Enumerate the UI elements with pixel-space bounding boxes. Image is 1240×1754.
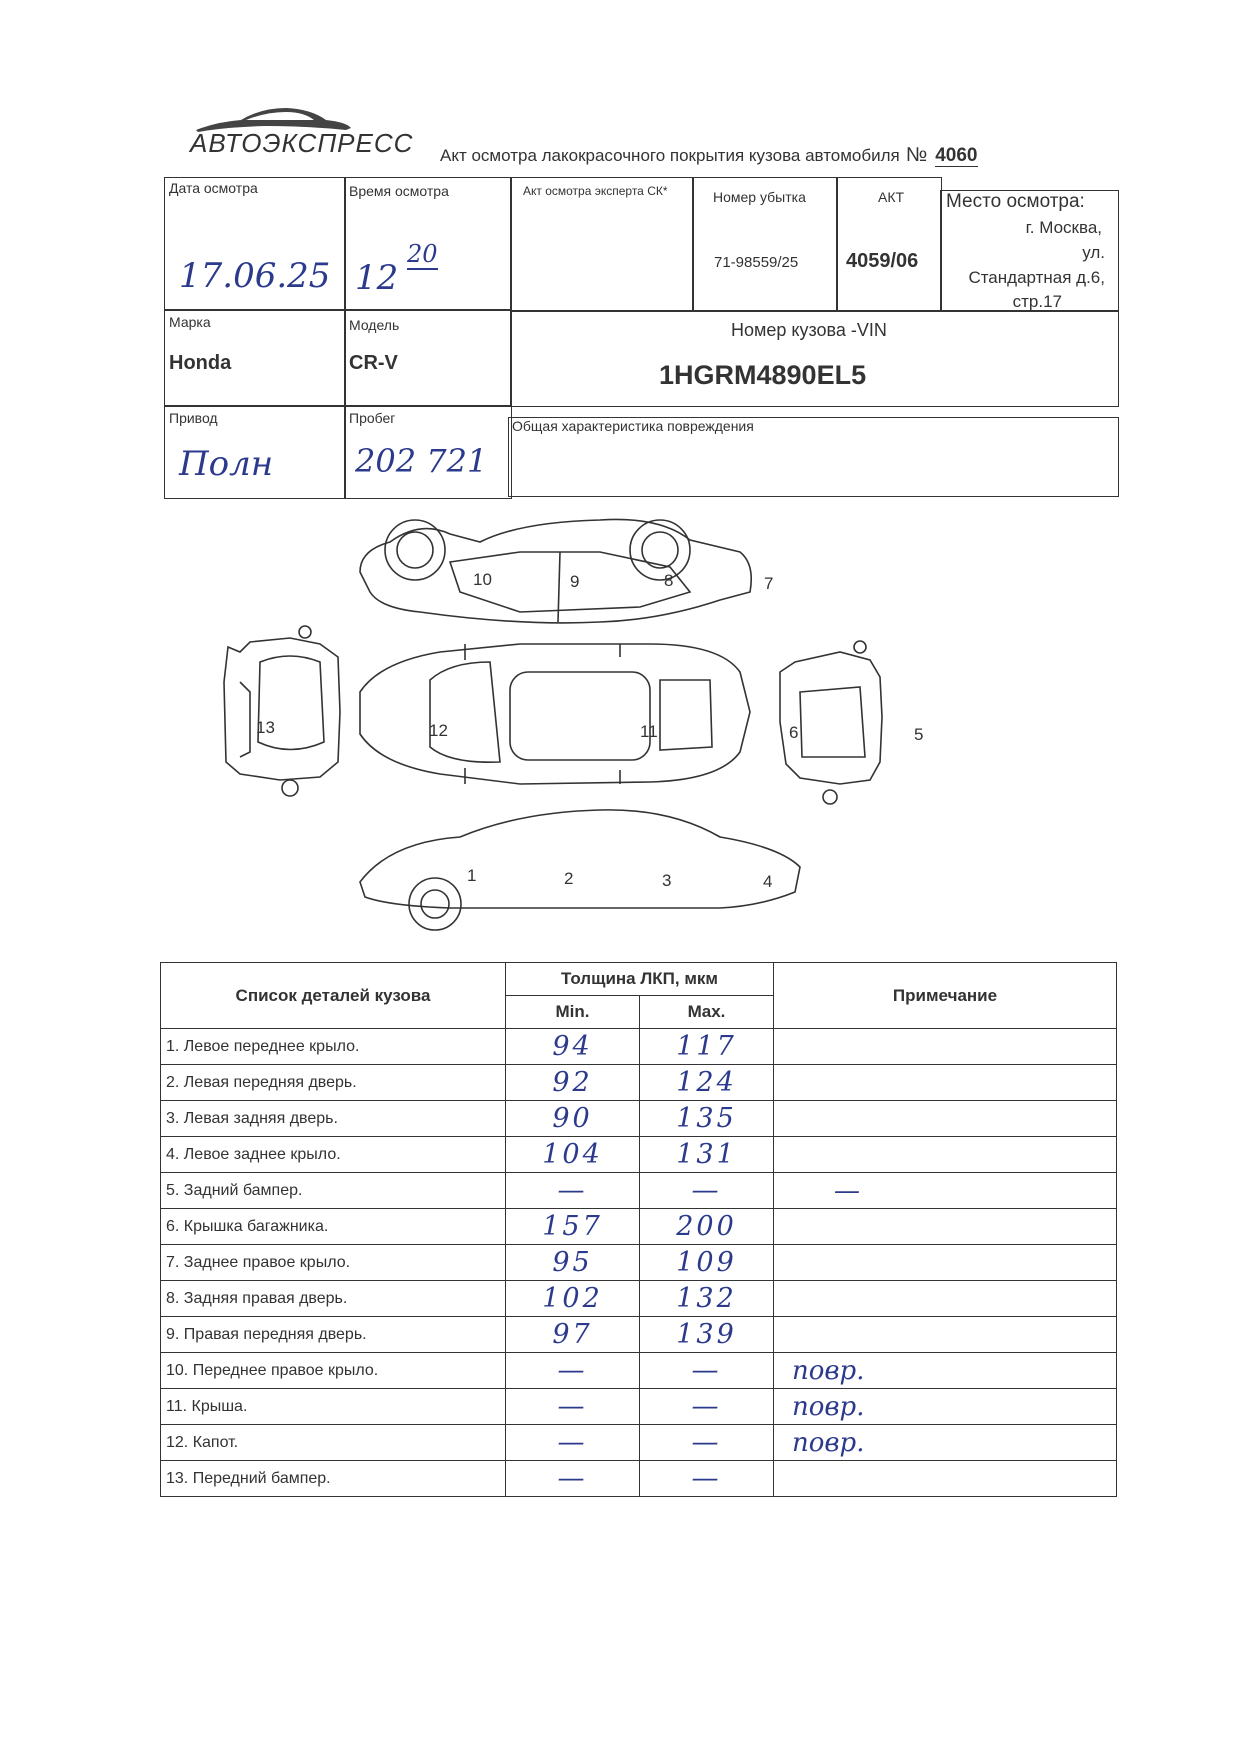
expert-act-cell <box>510 177 694 311</box>
min-value[interactable]: — <box>506 1353 640 1389</box>
document-title <box>440 144 978 167</box>
max-value[interactable]: 132 <box>640 1281 774 1317</box>
act-number: 4060 <box>935 145 978 166</box>
note-value[interactable] <box>774 1029 1117 1065</box>
table-row <box>161 1101 1117 1137</box>
table-row <box>161 1353 1117 1389</box>
max-value[interactable]: 124 <box>640 1065 774 1101</box>
max-value[interactable]: 139 <box>640 1317 774 1353</box>
max-value[interactable]: 117 <box>640 1029 774 1065</box>
model-value[interactable]: CR-V <box>349 352 398 374</box>
table-row <box>161 1173 1117 1209</box>
note-value[interactable] <box>774 1209 1117 1245</box>
loss-number-cell <box>692 177 838 311</box>
min-value[interactable]: — <box>506 1461 640 1497</box>
part-name: 1. Левое переднее крыло. <box>161 1029 506 1065</box>
part-name: 6. Крышка багажника. <box>161 1209 506 1245</box>
max-value[interactable]: 109 <box>640 1245 774 1281</box>
brand-cell <box>164 309 346 407</box>
table-row <box>161 1425 1117 1461</box>
max-value[interactable]: 135 <box>640 1101 774 1137</box>
car-right-side-view <box>360 519 751 622</box>
time-label: Время осмотра <box>349 183 449 199</box>
part-name: 7. Заднее правое крыло. <box>161 1245 506 1281</box>
damage-label: Общая характеристика повреждения <box>512 418 754 434</box>
drive-label: Привод <box>169 410 218 426</box>
table-header-row <box>161 963 1117 996</box>
table-row <box>161 1317 1117 1353</box>
number-sign: № <box>905 144 928 166</box>
diagram-label-13: 13 <box>256 718 275 737</box>
part-name: 2. Левая передняя дверь. <box>161 1065 506 1101</box>
max-value[interactable]: — <box>640 1353 774 1389</box>
date-label: Дата осмотра <box>169 180 258 196</box>
time-cell <box>344 177 512 311</box>
drive-cell <box>164 405 346 499</box>
note-value[interactable] <box>774 1065 1117 1101</box>
max-value[interactable]: — <box>640 1461 774 1497</box>
diagram-label-4: 4 <box>763 872 773 891</box>
title-text: Акт осмотра лакокрасочного покрытия кузова автомобиля <box>440 146 900 165</box>
note-value[interactable] <box>774 1101 1117 1137</box>
logo-text: АВТОЭКСПРЕСС <box>190 128 414 158</box>
part-name: 4. Левое заднее крыло. <box>161 1137 506 1173</box>
diagram-label-3: 3 <box>662 871 672 890</box>
mileage-label: Пробег <box>349 410 396 426</box>
date-cell <box>164 177 346 311</box>
diagram-label-8: 8 <box>664 571 674 590</box>
min-value[interactable]: 90 <box>506 1101 640 1137</box>
act-value[interactable]: 4059/06 <box>846 250 919 272</box>
time-hours[interactable]: 12 <box>355 258 399 298</box>
note-value[interactable] <box>774 1281 1117 1317</box>
loss-number-label: Номер убытка <box>713 189 806 205</box>
part-name: 8. Задняя правая дверь. <box>161 1281 506 1317</box>
diagram-label-10: 10 <box>473 570 492 589</box>
model-cell <box>344 309 512 407</box>
diagram-label-11: 11 <box>640 722 658 741</box>
table-row <box>161 1029 1117 1065</box>
place-cell <box>940 190 1119 311</box>
place-value-street[interactable]: Стандартная д.6, <box>968 268 1105 287</box>
part-name: 11. Крыша. <box>161 1389 506 1425</box>
min-value[interactable]: 97 <box>506 1317 640 1353</box>
mileage-value[interactable]: 202 721 <box>355 442 488 480</box>
place-value-building[interactable]: стр.17 <box>1012 292 1062 311</box>
note-value[interactable]: — <box>774 1173 1117 1209</box>
part-name: 5. Задний бампер. <box>161 1173 506 1209</box>
min-value[interactable]: — <box>506 1425 640 1461</box>
diagram-label-1: 1 <box>467 866 477 885</box>
drive-value[interactable]: Полн <box>179 444 274 484</box>
table-row <box>161 1137 1117 1173</box>
table-row <box>161 1245 1117 1281</box>
brand-value[interactable]: Honda <box>169 352 232 374</box>
place-value-street-prefix[interactable]: ул. <box>1082 243 1105 262</box>
note-value[interactable]: повр. <box>774 1425 1117 1461</box>
col-thickness-header: Толщина ЛКП, мкм <box>506 963 774 996</box>
max-value[interactable]: — <box>640 1173 774 1209</box>
min-value[interactable]: 95 <box>506 1245 640 1281</box>
vin-cell <box>510 311 1119 407</box>
min-value[interactable]: 94 <box>506 1029 640 1065</box>
date-value[interactable]: 17.06.25 <box>179 256 331 296</box>
brand-label: Марка <box>169 314 211 330</box>
min-value[interactable]: 157 <box>506 1209 640 1245</box>
vin-value[interactable]: 1HGRM4890EL5 <box>659 360 867 390</box>
model-label: Модель <box>349 317 400 333</box>
paint-thickness-table <box>160 962 1117 1497</box>
table-row <box>161 1461 1117 1497</box>
table-row <box>161 1065 1117 1101</box>
vin-label: Номер кузова -VIN <box>731 320 887 340</box>
mileage-cell <box>344 405 512 499</box>
max-value[interactable]: — <box>640 1389 774 1425</box>
act-label: АКТ <box>878 189 905 205</box>
diagram-label-12: 12 <box>429 721 448 740</box>
loss-number-value[interactable]: 71-98559/25 <box>714 254 799 271</box>
table-row <box>161 1389 1117 1425</box>
max-value[interactable]: 131 <box>640 1137 774 1173</box>
note-value[interactable]: повр. <box>774 1353 1117 1389</box>
col-parts-header: Список деталей кузова <box>161 963 506 1029</box>
part-name: 13. Передний бампер. <box>161 1461 506 1497</box>
note-value[interactable]: повр. <box>774 1389 1117 1425</box>
time-minutes[interactable]: 20 <box>407 240 438 268</box>
note-value[interactable] <box>774 1137 1117 1173</box>
diagram-label-5: 5 <box>914 725 924 744</box>
col-note-header: Примечание <box>774 963 1117 1029</box>
max-value[interactable]: — <box>640 1425 774 1461</box>
min-value[interactable]: — <box>506 1173 640 1209</box>
table-row <box>161 1209 1117 1245</box>
car-body-diagram <box>220 512 1020 942</box>
part-name: 3. Левая задняя дверь. <box>161 1101 506 1137</box>
car-left-side-view <box>360 810 800 930</box>
table-row <box>161 1281 1117 1317</box>
diagram-label-6: 6 <box>789 723 799 742</box>
note-value[interactable] <box>774 1461 1117 1497</box>
min-value[interactable]: 92 <box>506 1065 640 1101</box>
place-value-city[interactable]: г. Москва, <box>1025 218 1102 237</box>
min-value[interactable]: 102 <box>506 1281 640 1317</box>
note-value[interactable] <box>774 1317 1117 1353</box>
min-value[interactable]: — <box>506 1389 640 1425</box>
car-front-view <box>224 626 340 796</box>
note-value[interactable] <box>774 1245 1117 1281</box>
col-min-header: Min. <box>506 996 640 1029</box>
inspection-header-form <box>164 177 1119 499</box>
diagram-label-9: 9 <box>570 572 580 591</box>
expert-act-label: Акт осмотра эксперта СК* <box>523 184 668 198</box>
diagram-label-7: 7 <box>764 574 774 593</box>
part-name: 9. Правая передняя дверь. <box>161 1317 506 1353</box>
place-label: Место осмотра: <box>946 191 1085 212</box>
damage-cell <box>508 417 1119 497</box>
part-name: 12. Капот. <box>161 1425 506 1461</box>
act-cell <box>836 177 942 311</box>
min-value[interactable]: 104 <box>506 1137 640 1173</box>
col-max-header: Max. <box>640 996 774 1029</box>
car-top-view <box>360 644 750 784</box>
part-name: 10. Переднее правое крыло. <box>161 1353 506 1389</box>
diagram-label-2: 2 <box>564 869 574 888</box>
max-value[interactable]: 200 <box>640 1209 774 1245</box>
